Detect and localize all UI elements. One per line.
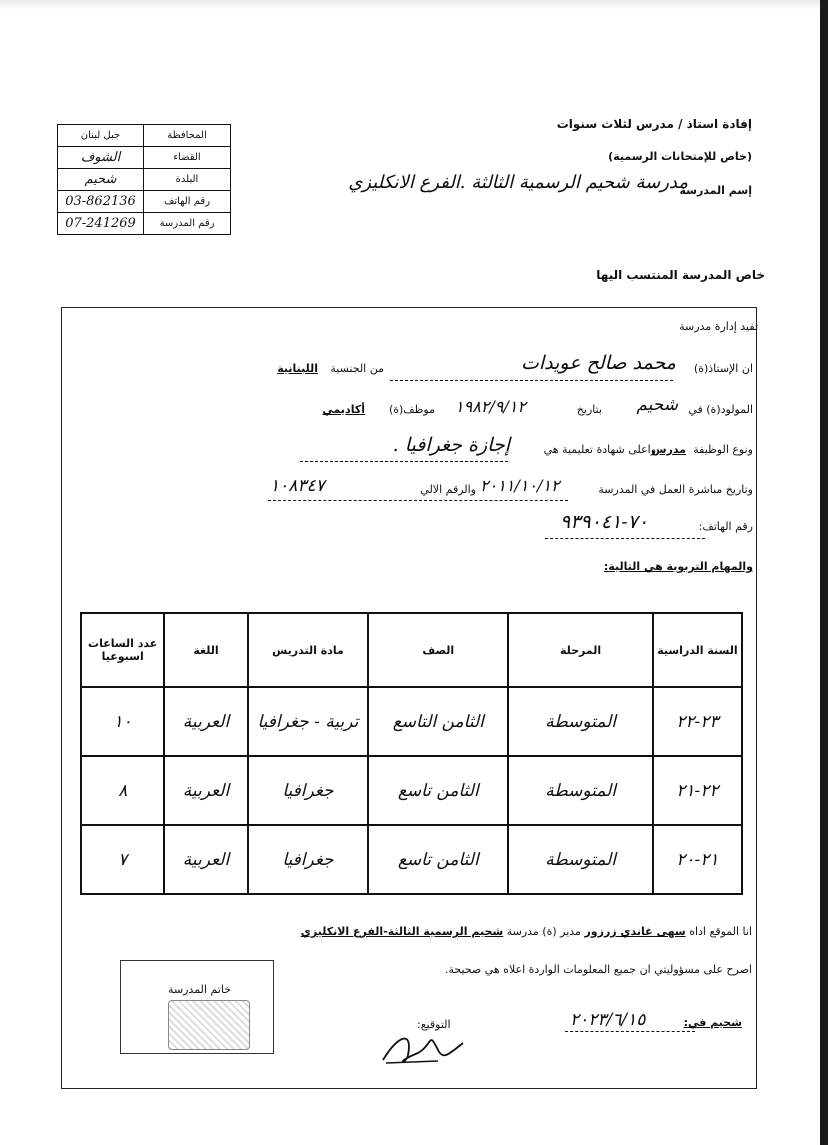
- info-row: [58, 125, 231, 147]
- job-type-value: مدرس: [651, 443, 686, 456]
- degree-rule: [300, 461, 508, 462]
- info-value: 03-862136: [58, 191, 144, 213]
- info-label: البلدة: [144, 169, 231, 191]
- info-row: [58, 191, 231, 213]
- cell-stage: المتوسطة: [508, 687, 653, 756]
- phone-value: ٧٠-٩٣٩٠٤١: [560, 511, 649, 533]
- table-row: [81, 825, 742, 894]
- intro-text: تفيد إدارة مدرسة: [679, 320, 758, 333]
- cell-class: الثامن التاسع: [368, 687, 508, 756]
- signature-mark: [378, 1025, 468, 1070]
- duties-header-row: [81, 613, 742, 687]
- declaration-school: شحيم الرسمية الثالثة-الفرع الانكليزي: [300, 925, 504, 938]
- birthdate-value: ١٩٨٢/٩/١٢: [455, 397, 526, 416]
- info-label: رقم المدرسة: [144, 213, 231, 235]
- job-type-label: ونوع الوظيفة: [693, 443, 753, 456]
- info-label: رقم الهاتف: [144, 191, 231, 213]
- degree-value: إجازة جغرافيا .: [392, 434, 510, 456]
- teacher-name: محمد صالح عويدات: [520, 352, 676, 374]
- cell-hours: ٨: [81, 756, 164, 825]
- employee-type: أكاديمي: [322, 403, 365, 416]
- duties-title: والمهام التربوية هي التالية:: [603, 560, 753, 573]
- school-name-value: مدرسة شحيم الرسمية الثالثة .الفرع الانكليزي: [348, 172, 688, 193]
- start-date-label: وتاريخ مباشرة العمل في المدرسة: [598, 483, 753, 496]
- document-subtitle: (خاص للإمتحانات الرسمية): [608, 150, 752, 163]
- col-header-subject: مادة التدريس: [248, 613, 369, 687]
- degree-label: واعلى شهادة تعليمية هي: [543, 443, 656, 456]
- cell-language: العربية: [164, 687, 247, 756]
- start-date-rule: [268, 500, 568, 501]
- school-name-label: إسم المدرسة: [679, 184, 752, 197]
- col-header-class: الصف: [368, 613, 508, 687]
- info-label: المحافظة: [144, 125, 231, 147]
- stamp-imprint: [168, 1000, 250, 1050]
- info-row: [58, 213, 231, 235]
- teacher-label: ان الإستاذ(ة): [693, 362, 753, 375]
- info-row: [58, 147, 231, 169]
- phone-label: رقم الهاتف:: [698, 520, 753, 533]
- table-row: [81, 687, 742, 756]
- date-rule: [565, 1031, 695, 1032]
- employee-number-label: والرقم الالي: [420, 483, 476, 496]
- duties-table: [80, 612, 743, 895]
- col-header-language: اللغة: [164, 613, 247, 687]
- cell-stage: المتوسطة: [508, 756, 653, 825]
- info-value: شحيم: [58, 169, 144, 191]
- scan-top-shade: [0, 0, 828, 10]
- stamp-label: خاتم المدرسة: [168, 983, 231, 996]
- signature-label: التوقيع:: [417, 1018, 451, 1031]
- location-info-table: [57, 124, 231, 235]
- birthdate-label: بتاريخ: [576, 403, 602, 416]
- section-title: خاص المدرسة المنتسب اليها: [596, 268, 765, 282]
- nationality-label: من الجنسية: [330, 362, 384, 375]
- document-title: إفادة استاذ / مدرس لثلاث سنوات: [556, 117, 752, 131]
- declaration-prefix: انا الموقع اداه: [689, 925, 752, 938]
- employee-number-value: ١٠٨٣٤٧: [270, 476, 325, 496]
- teacher-name-rule: [390, 380, 673, 381]
- declaration-mid: مدير (ة) مدرسة: [506, 925, 581, 938]
- cell-subject: جغرافيا: [248, 756, 369, 825]
- cell-year: ٢٣-٢٢: [653, 687, 742, 756]
- start-date-value: ٢٠١١/١٠/١٢: [480, 476, 560, 495]
- cell-year: ٢١-٢٠: [653, 825, 742, 894]
- declaration-line-2: اصرح على مسؤوليتي ان جميع المعلومات الواردة اعلاه هي صحيحة.: [444, 963, 752, 976]
- cell-class: الثامن تاسع: [368, 825, 508, 894]
- date-value: ٢٠٢٣/٦/١٥: [570, 1010, 646, 1030]
- cell-hours: ٧: [81, 825, 164, 894]
- cell-year: ٢٢-٢١: [653, 756, 742, 825]
- info-value: الشوف: [58, 147, 144, 169]
- nationality-value: اللبنانية: [277, 362, 318, 375]
- employee-label: موظف(ة): [388, 403, 435, 416]
- col-header-stage: المرحلة: [508, 613, 653, 687]
- cell-subject: تربية - جغرافيا: [248, 687, 369, 756]
- scan-right-border: [820, 0, 828, 1145]
- cell-language: العربية: [164, 825, 247, 894]
- cell-hours: ١٠: [81, 687, 164, 756]
- cell-language: العربية: [164, 756, 247, 825]
- cell-subject: جغرافيا: [248, 825, 369, 894]
- birthplace-value: شحيم: [636, 395, 678, 415]
- birthplace-label: المولود(ة) في: [688, 403, 753, 416]
- info-label: القضاء: [144, 147, 231, 169]
- info-value: جبل لبنان: [58, 125, 144, 147]
- director-name: سهى غاندي زرزور: [584, 925, 686, 938]
- phone-rule: [545, 538, 705, 539]
- cell-stage: المتوسطة: [508, 825, 653, 894]
- col-header-year: السنة الدراسية: [653, 613, 742, 687]
- declaration-line-1: [301, 925, 752, 938]
- place-label: شحيم في:: [683, 1016, 742, 1029]
- info-value: 07-241269: [58, 213, 144, 235]
- table-row: [81, 756, 742, 825]
- info-row: [58, 169, 231, 191]
- cell-class: الثامن تاسع: [368, 756, 508, 825]
- col-header-hours: عدد الساعات اسبوعيا: [81, 613, 164, 687]
